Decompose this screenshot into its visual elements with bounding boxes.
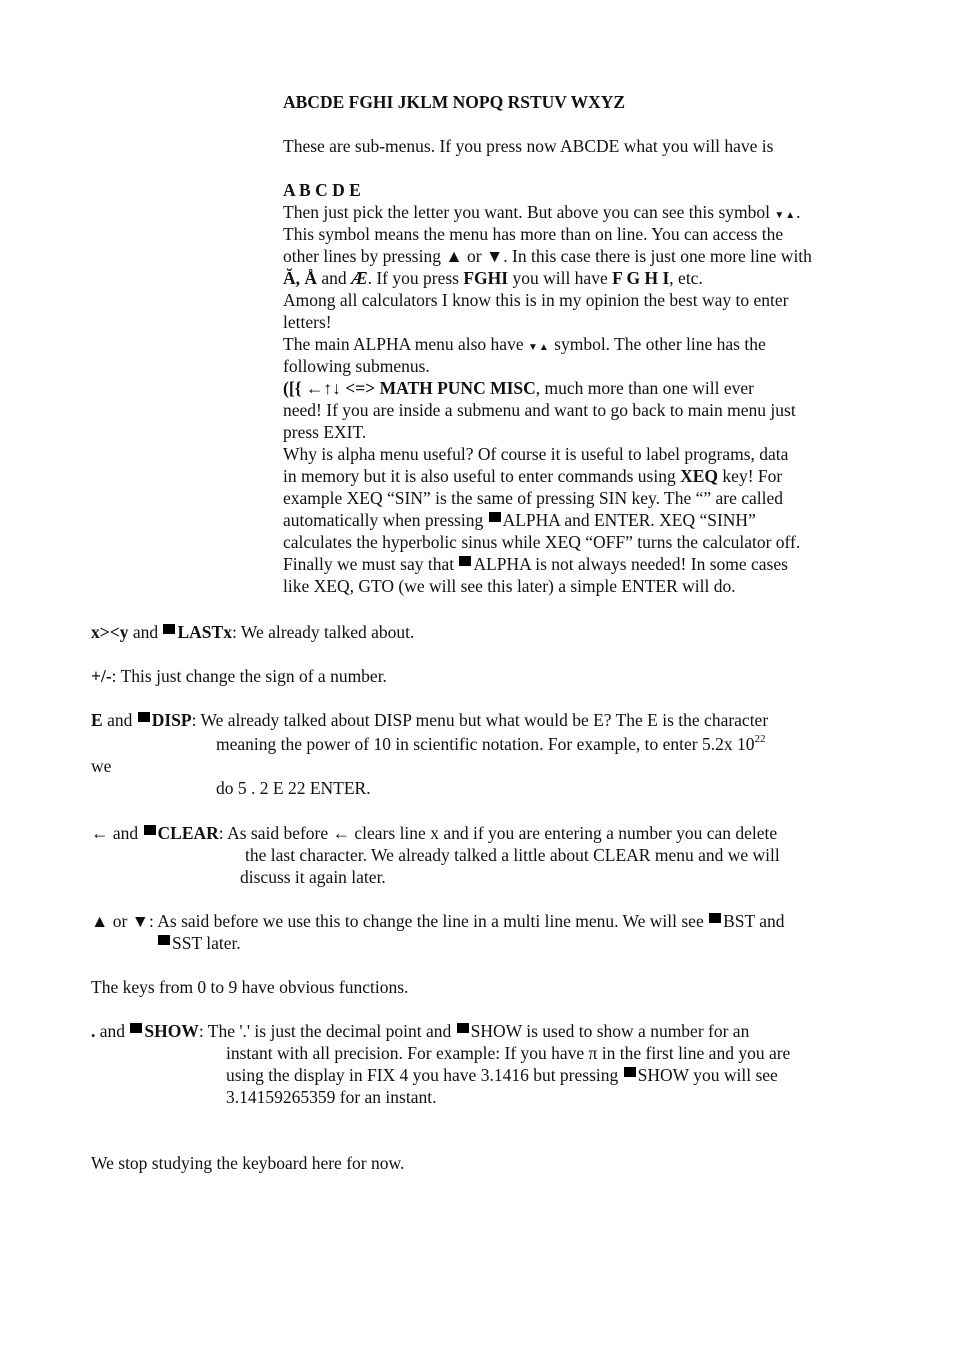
shift-key-icon <box>624 1067 636 1077</box>
alpha-section <box>283 91 883 597</box>
alpha-line-14: example XEQ “SIN” is the same of pressing SIN key. The “” are called <box>283 488 784 508</box>
alpha-line-4: Ă, Å and Æ. If you press FGHI you will have F G H I, etc. <box>283 268 703 288</box>
shift-key-icon <box>459 556 471 566</box>
alpha-line-18: like XEQ, GTO (we will see this later) a simple ENTER will do. <box>283 576 736 596</box>
alpha-menu-row: ABCDE FGHI JKLM NOPQ RSTUV WXYZ <box>283 92 626 112</box>
alpha-line-9: ([{ ←↑↓ <=> MATH PUNC MISC, much more than one will ever <box>283 378 754 398</box>
abcde-row: A B C D E <box>283 180 361 200</box>
clear-paragraph: ← and CLEAR: As said before ← clears line x and if you are entering a number you can delete the last character. We already talked a little about CLEAR menu and we will discuss it again later. <box>91 823 780 887</box>
alpha-line-16: calculates the hyperbolic sinus while XEQ “OFF” turns the calculator off. <box>283 532 801 552</box>
closing-paragraph: We stop studying the keyboard here for now. <box>91 1153 405 1173</box>
digits-paragraph: The keys from 0 to 9 have obvious functions. <box>91 977 409 997</box>
alpha-line-10: need! If you are inside a submenu and want to go back to main menu just <box>283 400 796 420</box>
xy-paragraph: x><y and LASTx: We already talked about. <box>91 622 415 642</box>
shift-key-icon <box>163 624 175 634</box>
down-arrow-icon: ▼ <box>131 911 149 931</box>
shift-key-icon <box>709 913 721 923</box>
shift-key-icon <box>457 1023 469 1033</box>
shift-key-icon <box>489 512 501 522</box>
e-disp-paragraph: E and DISP: We already talked about DISP menu but what would be E? The E is the character meaning the power of 10 in scientific notation. For example, to enter 5.2x $10^{22}$ we do 5 . 2 E 22 ENTER. <box>91 710 769 798</box>
alpha-line-6: letters! <box>283 312 332 332</box>
alpha-line-13: in memory but it is also useful to enter commands using XEQ key! For <box>283 466 783 486</box>
alpha-line-17: Finally we must say that ALPHA is not always needed! In some cases <box>283 554 788 574</box>
alpha-line-3: other lines by pressing ▲ or ▼. In this case there is just one more line with <box>283 246 812 266</box>
sign-paragraph: +/-: This just change the sign of a number. <box>91 666 387 686</box>
shift-key-icon <box>158 935 170 945</box>
alpha-line-2: This symbol means the menu has more than on line. You can access the <box>283 224 784 244</box>
more-lines-icon: ▼▲ <box>774 210 797 221</box>
show-paragraph: . and SHOW: The '.' is just the decimal point and SHOW is used to show a number for an instant with all precision. For example: If you have π in the first line and you are using the display in FIX 4 you have 3.1416 but pressing SHOW you will see 3.14159265359 for an instant. <box>91 1021 791 1107</box>
alpha-line-7: The main ALPHA menu also have ▼▲ symbol. The other line has the <box>283 334 766 354</box>
shift-key-icon <box>138 712 150 722</box>
shift-key-icon <box>144 825 156 835</box>
alpha-intro: These are sub-menus. If you press now ABCDE what you will have is <box>283 136 774 156</box>
alpha-line-8: following submenus. <box>283 356 430 376</box>
more-lines-icon: ▼▲ <box>527 342 550 353</box>
alpha-line-11: press EXIT. <box>283 422 367 442</box>
alpha-line-5: Among all calculators I know this is in my opinion the best way to enter <box>283 290 789 310</box>
alpha-line-1: Then just pick the letter you want. But above you can see this symbol ▼▲. <box>283 202 801 222</box>
alpha-line-15: automatically when pressing ALPHA and ENTER. XEQ “SINH” <box>283 510 756 530</box>
up-arrow-icon: ▲ <box>91 911 109 931</box>
alpha-line-12: Why is alpha menu useful? Of course it is useful to label programs, data <box>283 444 789 464</box>
arrows-paragraph: ▲ or ▼: As said before we use this to change the line in a multi line menu. We will see BST and SST later. <box>91 911 785 953</box>
shift-key-icon <box>130 1023 142 1033</box>
